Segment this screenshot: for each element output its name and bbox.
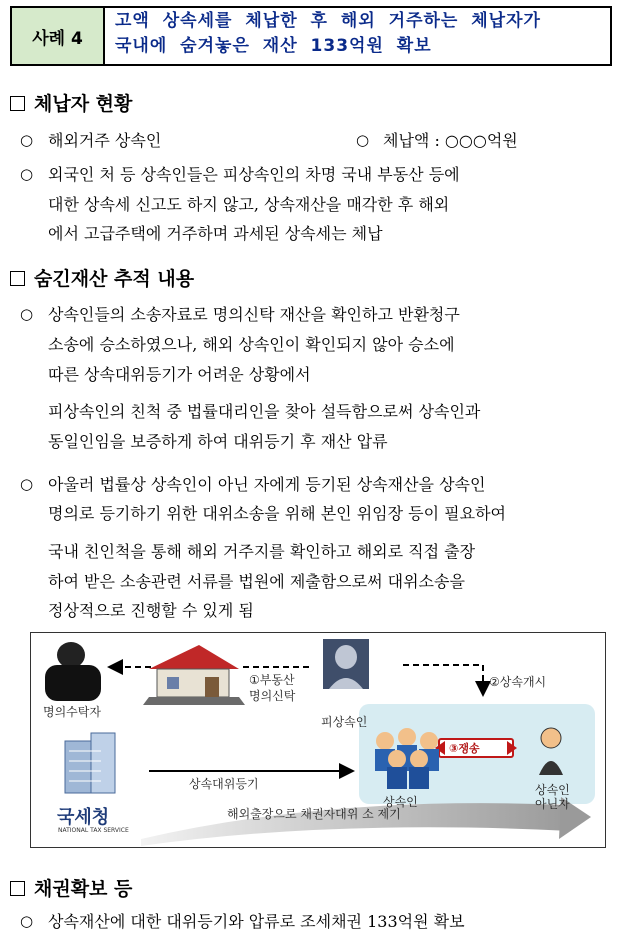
s1-para-line3: 에서 고급주택에 거주하며 과세된 상속세는 체납	[48, 224, 383, 243]
bullet: ○	[20, 912, 34, 930]
s2-para-line8: 국내 친인척을 통해 해외 거주지를 확인하고 해외로 직접 출장	[48, 542, 476, 561]
s3-para-line1: 상속재산에 대한 대위등기와 압류로 조세채권 133억원 확보	[48, 912, 465, 931]
label-nts-en: NATIONAL TAX SERVICE	[58, 827, 129, 834]
s2-para-line1: 상속인들의 소송자료로 명의신탁 재산을 확인하고 반환청구	[48, 305, 460, 324]
s2-para-line4: 피상속인의 친척 중 법률대리인을 찾아 설득함으로써 상속인과	[48, 402, 481, 421]
label-step2: ②상속개시	[489, 675, 547, 689]
label-nonheir-b: 아닌자	[535, 797, 570, 811]
section-title-status: 체납자 현황	[10, 89, 132, 116]
s2-para-line9: 하여 받은 소송관련 서류를 법원에 제출함으로써 대위소송을	[48, 572, 465, 591]
section-marker	[10, 881, 25, 896]
label-nominee: 명의수탁자	[43, 705, 101, 719]
bullet: ○	[20, 165, 34, 183]
label-step1a: ①부동산	[249, 673, 295, 687]
s1-item-arrears: 체납액 : ○○○억원	[383, 131, 518, 150]
section-title-securing: 채권확보 등	[10, 874, 132, 901]
bullet: ○	[20, 475, 34, 493]
label-decedent: 피상속인	[321, 715, 368, 729]
s2-para-line5: 동일인임을 보증하게 하여 대위등기 후 재산 압류	[48, 432, 388, 451]
house-icon	[143, 645, 245, 705]
label-nonheir-a: 상속인	[535, 783, 570, 797]
label-subrogation: 상속대위등기	[189, 777, 259, 791]
case-tag: 사례 4	[12, 8, 105, 64]
nominee-icon	[45, 642, 101, 701]
section-title-tracking: 숨긴재산 추적 내용	[10, 264, 194, 291]
case-header	[10, 6, 612, 66]
s2-para-line10: 정상적으로 진행할 수 있게 됨	[48, 601, 254, 620]
label-nts: 국세청	[57, 807, 110, 828]
case-title-line2: 국내에 숨겨놓은 재산 133억원 확보	[115, 36, 432, 56]
label-heirs: 상속인	[383, 795, 418, 809]
bullet: ○	[20, 131, 34, 149]
s1-para-line2: 대한 상속세 신고도 하지 않고, 상속재산을 매각한 후 해외	[48, 195, 450, 214]
label-step3: ③쟁송	[449, 742, 480, 755]
s2-para-line7: 명의로 등기하기 위한 대위소송을 위해 본인 위임장 등이 필요하여	[48, 504, 507, 523]
section-marker	[10, 271, 25, 286]
nts-building-icon	[65, 733, 115, 793]
case-title	[105, 8, 610, 64]
label-step1b: 명의신탁	[249, 689, 296, 703]
case-title-line1: 고액 상속세를 체납한 후 해외 거주하는 체납자가	[115, 11, 541, 31]
s2-para-line2: 소송에 승소하였으나, 해외 상속인이 확인되지 않아 승소에	[48, 335, 455, 354]
s1-item-residence: 해외거주 상속인	[48, 131, 162, 150]
label-overseas: 해외출장으로 채권자대위 소 제기	[227, 807, 401, 821]
section-marker	[10, 96, 25, 111]
bullet: ○	[20, 305, 34, 323]
bullet: ○	[356, 131, 370, 149]
s2-para-line6: 아울러 법률상 상속인이 아닌 자에게 등기된 상속재산을 상속인	[48, 475, 486, 494]
s2-para-line3: 따른 상속대위등기가 어려운 상황에서	[48, 365, 311, 384]
decedent-icon	[323, 639, 369, 689]
process-diagram	[30, 632, 606, 848]
s1-para-line1: 외국인 처 등 상속인들은 피상속인의 차명 국내 부동산 등에	[48, 165, 460, 184]
arrow-inheritance	[403, 665, 483, 695]
